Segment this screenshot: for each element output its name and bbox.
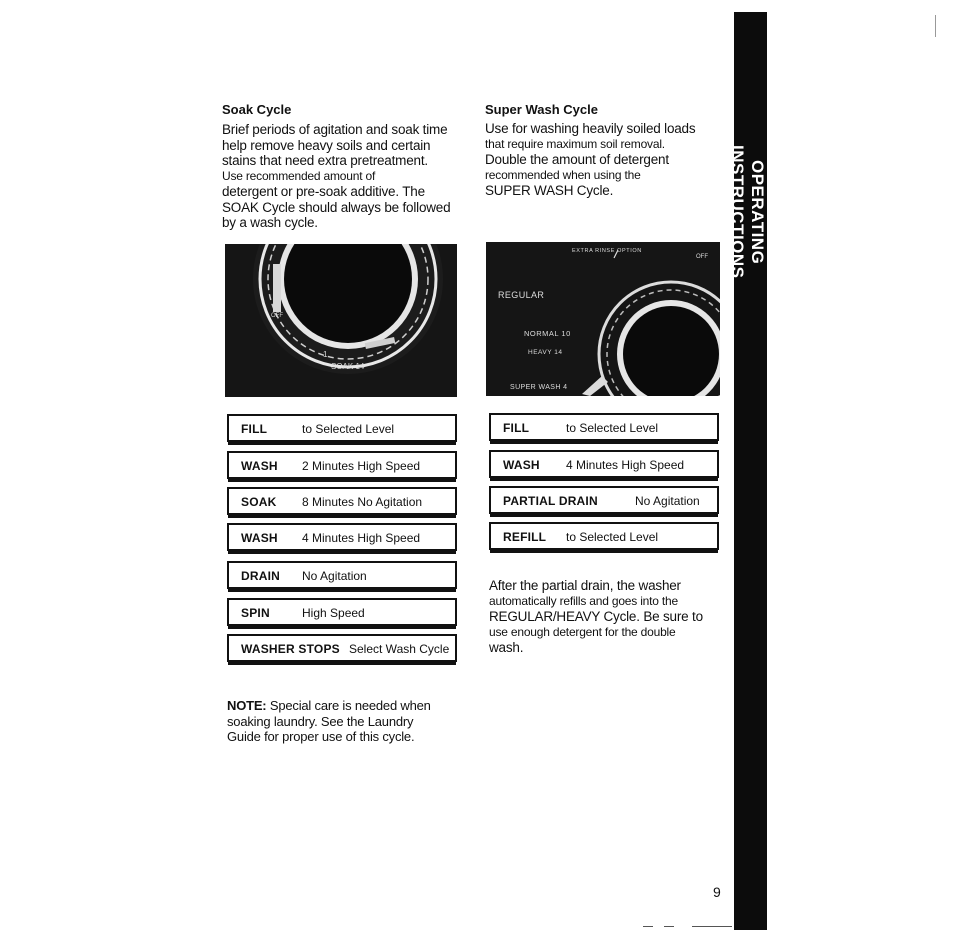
after-line: use enough detergent for the double (489, 624, 676, 639)
super-description (485, 121, 695, 199)
super-dial-heavy: HEAVY 14 (528, 349, 563, 356)
after-line: automatically refills and goes into the (489, 593, 678, 608)
soak-line: detergent or pre-soak additive. The (222, 184, 425, 199)
super-line: Double the amount of detergent (485, 152, 669, 167)
super-dial-photo (486, 242, 720, 396)
soak-line: Use recommended amount of (222, 168, 376, 183)
svg-text:NORMAL 10 (524, 329, 571, 338)
super-step-fill (489, 413, 719, 441)
super-line: recommended when using the (485, 167, 641, 182)
step-desc: to Selected Level (566, 530, 659, 544)
super-step-refill (489, 522, 719, 550)
step-desc: High Speed (302, 606, 365, 620)
step-name: DRAIN (241, 569, 280, 583)
soak-dial-photo (225, 244, 457, 397)
step-desc: 4 Minutes High Speed (302, 531, 421, 545)
step-desc: to Selected Level (566, 421, 659, 435)
after-line: wash. (489, 640, 524, 655)
super-dial-graphic (486, 242, 720, 396)
step-name: SOAK (241, 495, 277, 509)
super-dial-normal: NORMAL 10 (524, 329, 571, 338)
step-desc: Select Wash Cycle (349, 642, 450, 656)
step-name: WASH (241, 459, 278, 473)
note-line: Special care is needed when (266, 698, 431, 713)
soak-note (227, 698, 431, 745)
soak-step-fill (227, 414, 457, 442)
step-desc: 4 Minutes High Speed (566, 458, 685, 472)
super-step-partial-drain (489, 486, 719, 514)
step-desc: 8 Minutes No Agitation (302, 495, 423, 509)
bottom-dash (643, 926, 653, 927)
note-line: Guide for proper use of this cycle. (227, 729, 415, 744)
soak-step-washer-stops (227, 634, 457, 662)
soak-step-drain (227, 561, 457, 589)
step-name: FILL (503, 421, 530, 435)
super-dial-extra-rinse: EXTRA RINSE OPTION (572, 248, 642, 254)
super-dial-super-wash: SUPER WASH 4 (510, 384, 568, 391)
soak-line: by a wash cycle. (222, 215, 318, 230)
super-after-text (489, 578, 703, 656)
svg-text:EXTRA RINSE OPTION (572, 248, 642, 254)
page-number: 9 (713, 884, 721, 900)
step-name: WASH (503, 458, 540, 472)
bottom-dash (664, 926, 674, 927)
soak-line: stains that need extra pretreatment. (222, 153, 428, 168)
super-heading: Super Wash Cycle (485, 102, 598, 117)
soak-line: Brief periods of agitation and soak time (222, 122, 448, 137)
step-desc: No Agitation (302, 569, 367, 583)
step-name: SPIN (241, 606, 270, 620)
super-dial-regular: REGULAR (498, 290, 545, 300)
soak-dial-one-label: 1 (323, 350, 328, 359)
side-tab (728, 12, 767, 930)
bottom-dash (692, 926, 732, 927)
step-name: REFILL (503, 530, 547, 544)
super-line: Use for washing heavily soiled loads (485, 121, 696, 136)
super-line: that require maximum soil removal. (485, 136, 665, 151)
svg-text:OFF (696, 254, 708, 260)
soak-dial-graphic (225, 244, 457, 397)
side-tab-label: OPERATING INSTRUCTIONS (728, 145, 767, 279)
step-name: FILL (241, 422, 268, 436)
svg-text:SOAK 14 (331, 362, 365, 371)
step-desc: to Selected Level (302, 422, 395, 436)
soak-step-wash-2 (227, 523, 457, 551)
after-line: REGULAR/HEAVY Cycle. Be sure to (489, 609, 703, 624)
super-line: SUPER WASH Cycle. (485, 183, 614, 198)
edge-mark (935, 15, 936, 37)
super-step-wash (489, 450, 719, 478)
soak-dial-soak-label: SOAK 14 (331, 362, 365, 371)
svg-text:REGULAR (498, 290, 544, 300)
soak-description (222, 122, 450, 231)
note-label: NOTE: (227, 698, 267, 713)
note-line: soaking laundry. See the Laundry (227, 713, 414, 729)
svg-text:HEAVY 14 (528, 349, 562, 356)
super-dial-off-label: OFF (696, 254, 708, 260)
step-desc: No Agitation (635, 494, 700, 508)
step-name: WASH (241, 531, 278, 545)
svg-text:SUPER WASH 4 (510, 384, 567, 391)
soak-line: help remove heavy soils and certain (222, 137, 431, 153)
step-name: WASHER STOPS (241, 642, 340, 656)
soak-step-spin (227, 598, 457, 626)
svg-text:OFF (271, 313, 283, 319)
soak-step-soak (227, 487, 457, 515)
soak-dial-off-label: OFF (271, 313, 283, 319)
step-name: PARTIAL DRAIN (503, 494, 598, 508)
soak-line: SOAK Cycle should always be followed (222, 199, 451, 215)
soak-step-wash (227, 451, 457, 479)
after-line: After the partial drain, the washer (489, 578, 681, 593)
step-desc: 2 Minutes High Speed (302, 459, 421, 473)
svg-text:1 (323, 350, 328, 359)
soak-heading: Soak Cycle (222, 102, 292, 117)
